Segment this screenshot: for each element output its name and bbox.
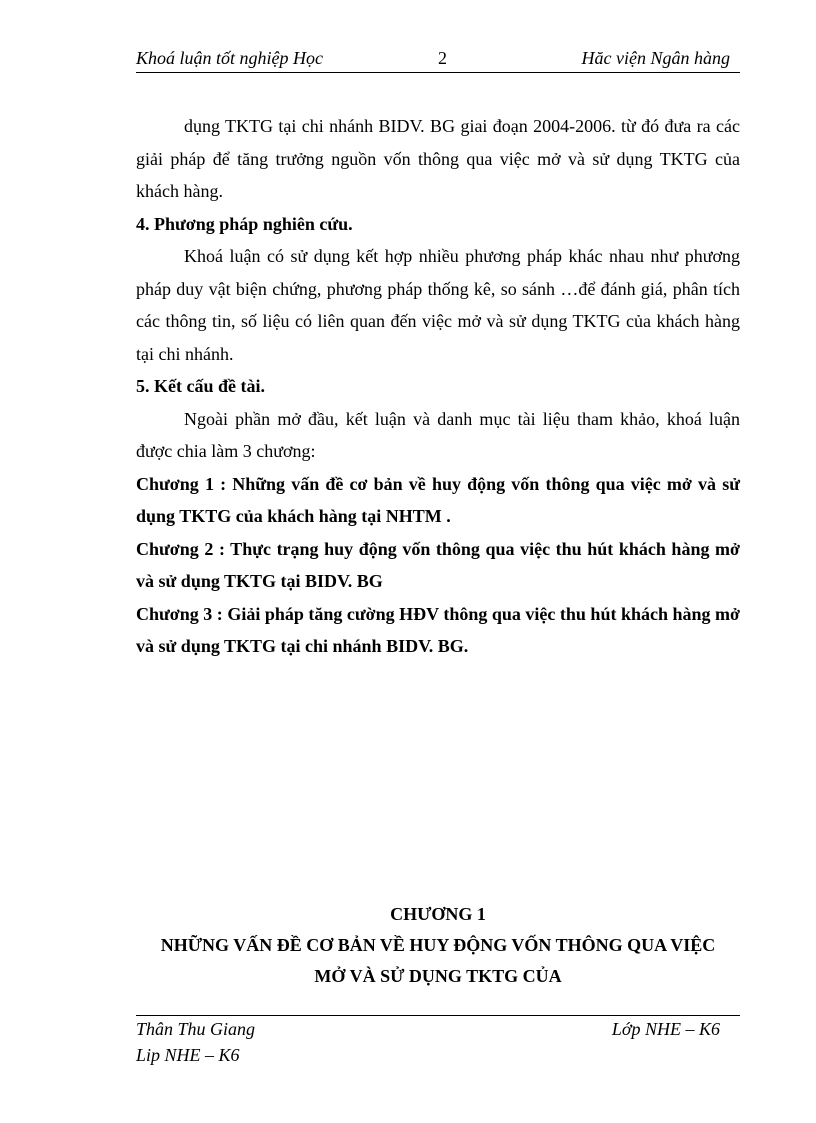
chapter-title-line-2: MỞ VÀ SỬ DỤNG TKTG CỦA	[314, 966, 562, 986]
section-heading-methods: 4. Phương pháp nghiên cứu.	[136, 213, 353, 234]
footer-class-right: Lớp NHE – K6	[611, 1019, 720, 1039]
paragraph-methods: Khoá luận có sử dụng kết hợp nhiều phương pháp khác nhau như phương pháp duy vật biện chứng, phương pháp thống kê, so sánh …để đánh giá, phân tích các thông tin, số liệu có liên quan đến việc mở và sử dụng TKTG của khách hàng tại chi nhánh.	[136, 246, 740, 364]
page-number: 2	[438, 48, 447, 68]
header-divider	[136, 72, 740, 73]
chapter-2-summary: Chương 2 : Thực trạng huy động vốn thông qua việc thu hút khách hàng mở và sử dụng TKTG tại BIDV. BG	[136, 538, 740, 591]
header-institution: Hăc viện Ngân hàng	[581, 48, 730, 68]
chapter-1-summary: Chương 1 : Những vấn đề cơ bản về huy động vốn thông qua việc mở và sử dụng TKTG của khách hàng tại NHTM .	[136, 473, 740, 526]
chapter-heading	[136, 899, 740, 992]
paragraph-scope: dụng TKTG tại chi nhánh BIDV. BG giai đoạn 2004-2006. từ đó đưa ra các giải pháp để tăng trưởng nguồn vốn thông qua việc mở và sử dụng TKTG của khách hàng.	[136, 116, 740, 201]
footer-class-left: Lip NHE – K6	[136, 1045, 240, 1065]
chapter-3-summary: Chương 3 : Giải pháp tăng cường HĐV thông qua việc thu hút khách hàng mở và sử dụng TKTG tại chi nhánh BIDV. BG.	[136, 603, 740, 656]
footer-author: Thân Thu Giang	[136, 1019, 256, 1039]
body-text	[136, 110, 740, 663]
header-title: Khoá luận tốt nghiệp Học	[136, 48, 323, 68]
section-heading-structure: 5. Kết cấu đề tài.	[136, 376, 265, 396]
chapter-title-line-1: NHỮNG VẤN ĐỀ CƠ BẢN VỀ HUY ĐỘNG VỐN THÔNG QUA VIỆC	[160, 935, 716, 955]
chapter-number: CHƯƠNG 1	[390, 904, 486, 924]
paragraph-structure: Ngoài phần mở đầu, kết luận và danh mục tài liệu tham khảo, khoá luận được chia làm 3 chương:	[136, 408, 740, 461]
page-header	[136, 48, 740, 70]
